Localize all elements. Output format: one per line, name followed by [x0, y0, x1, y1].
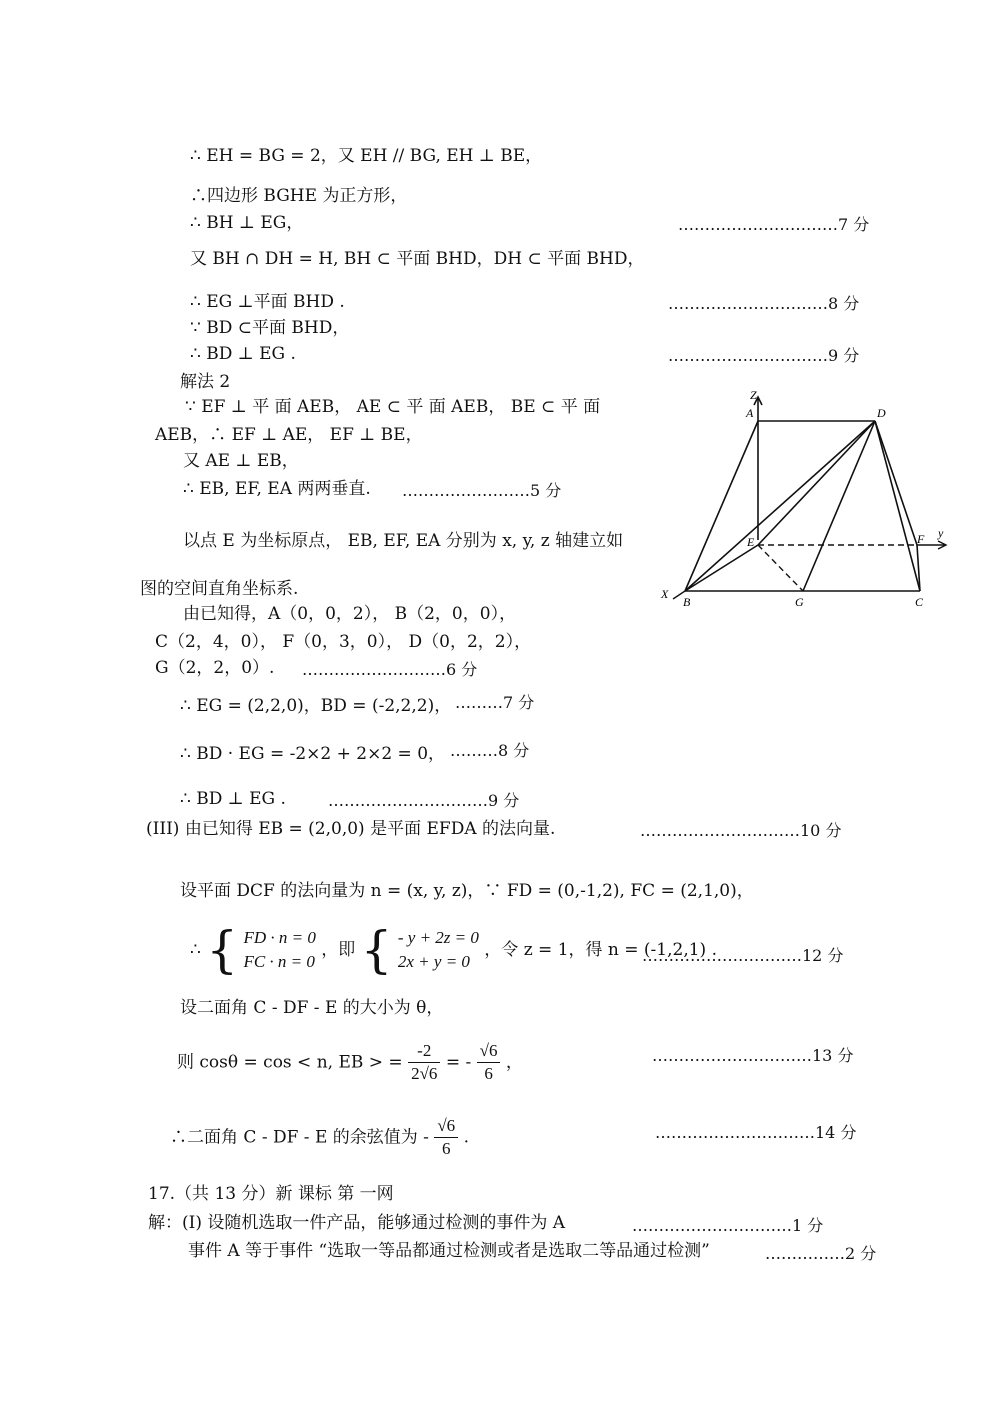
score-9-a: …………………………9 分: [668, 346, 860, 365]
frac-den-3: 6: [441, 1139, 451, 1158]
score-13: …………………………13 分: [652, 1046, 854, 1065]
fraction-neg2-2root6: [408, 1040, 440, 1085]
line-dihedral-angle: 设二面角 C - DF - E 的大小为 θ，: [180, 998, 444, 1018]
label-y: y: [938, 526, 944, 540]
line-mutually-perp: ∴ EB, EF, EA 两两垂直.: [183, 479, 371, 499]
left-brace-1: {: [206, 921, 239, 979]
edge-dg: [803, 421, 875, 591]
equals-neg: = -: [445, 1052, 472, 1073]
score-7-b: ………7 分: [455, 693, 535, 712]
score-1: …………………………1 分: [632, 1216, 824, 1235]
line-known-points-2: C（2，4，0）， F（0，3，0）， D（0，2，2），: [155, 632, 532, 652]
ie-text: ，即: [321, 940, 356, 960]
eq-fc-n: FC · n = 0: [243, 952, 315, 971]
line-square: ∴四边形 BGHE 为正方形，: [190, 186, 408, 206]
line-ef-perp: ∵ EF ⊥ 平 面 AEB， AE ⊂ 平 面 AEB， BE ⊂ 平 面: [185, 397, 601, 417]
line-ae-perp-eb: 又 AE ⊥ EB，: [183, 451, 299, 471]
label-x: X: [661, 587, 669, 601]
label-d: D: [877, 406, 886, 420]
left-brace-2: {: [360, 921, 393, 979]
line-aeb: AEB，∴ EF ⊥ AE， EF ⊥ BE，: [155, 425, 423, 445]
line-vectors: ∴ EG = (2,2,0)，BD = (-2,2,2)，: [180, 696, 452, 716]
fraction-root6-6: [477, 1040, 501, 1085]
edge-dc: [875, 421, 920, 591]
frac-num-1: -2: [408, 1040, 440, 1063]
line-eh-bg: ∴ EH = BG = 2，又 EH // BG, EH ⊥ BE，: [190, 146, 543, 166]
edge-df: [875, 421, 917, 545]
edge-db: [685, 421, 875, 591]
score-9-b: …………………………9 分: [328, 791, 520, 810]
line-bd-perp-eg-2: ∴ BD ⊥ EG .: [180, 789, 286, 809]
comma: ，: [505, 1052, 523, 1073]
edge-ab: [685, 421, 758, 591]
line-known-points-1: 由已知得，A（0，0，2）， B（2，0，0），: [183, 604, 517, 624]
score-8-a: …………………………8 分: [668, 294, 860, 313]
line-bh-perp-eg: ∴ BH ⊥ EG，: [190, 213, 304, 233]
score-12: …………………………12 分: [642, 946, 844, 965]
geometry-figure: [655, 385, 955, 615]
score-10: …………………………10 分: [640, 821, 842, 840]
line-solution-i: 解：(Ⅰ) 设随机选取一件产品，能够通过检测的事件为 A: [148, 1213, 566, 1233]
score-8-b: ………8 分: [450, 741, 530, 760]
frac-den-1: 2√6: [411, 1064, 438, 1083]
cos-expr: 则 cosθ = cos < n, EB > =: [177, 1052, 403, 1073]
line-cos-theta: [177, 1040, 523, 1090]
label-f: F: [917, 532, 925, 546]
edge-eg-dashed: [758, 545, 803, 591]
frac-den-2: 6: [484, 1064, 493, 1083]
line-bd-perp-eg: ∴ BD ⊥ EG .: [190, 344, 296, 364]
score-14: …………………………14 分: [655, 1123, 857, 1142]
edge-de: [758, 421, 875, 545]
label-z: Z: [750, 388, 757, 402]
frac-num-2: √6: [477, 1040, 501, 1063]
fraction-root6-6-b: [434, 1115, 458, 1160]
line-event-a: 事件 A 等于事件 “选取一等品都通过检测或者是选取二等品通过检测”: [188, 1241, 710, 1261]
edge-eb: [685, 545, 758, 591]
line-coord-origin: 以点 E 为坐标原点， EB, EF, EA 分别为 x, y, z 轴建立如: [183, 531, 624, 551]
label-e: E: [747, 535, 755, 549]
eq-1: - y + 2z = 0: [397, 928, 479, 947]
frac-num-3: √6: [434, 1115, 458, 1138]
label-b: B: [683, 595, 691, 609]
line-normal-vector: 设平面 DCF 的法向量为 n = (x, y, z)，∵ FD = (0,-1,2), FC = (2,1,0)，: [180, 881, 754, 901]
line-known-points-3: G（2，2，0）.: [155, 658, 275, 678]
line-eg-perp-plane: ∴ EG ⊥平面 BHD .: [190, 292, 345, 312]
line-dot-product: ∴ BD · EG = -2×2 + 2×2 = 0，: [180, 744, 446, 764]
method-2-heading: 解法 2: [180, 372, 231, 392]
therefore-sign: ∴: [190, 940, 201, 960]
line-part-iii: (III) 由已知得 EB = (2,0,0) 是平面 EFDA 的法向量.: [146, 819, 556, 839]
score-6: ………………………6 分: [302, 660, 478, 679]
line-equation-system: [190, 921, 718, 987]
label-c: C: [915, 595, 924, 609]
line-bh-dh: 又 BH ∩ DH = H, BH ⊂ 平面 BHD，DH ⊂ 平面 BHD，: [190, 249, 645, 269]
cos-value-text: ∴二面角 C - DF - E 的余弦值为 -: [170, 1127, 429, 1148]
period: .: [463, 1127, 469, 1148]
solution-text: ，令 z = 1，得 n = (-1,2,1) .: [484, 940, 718, 960]
eq-fd-n: FD · n = 0: [243, 928, 316, 947]
line-cos-value: [170, 1115, 469, 1165]
label-a: A: [746, 406, 754, 420]
label-g: G: [795, 595, 804, 609]
eq-2: 2x + y = 0: [397, 952, 470, 971]
problem-17-heading: 17.（共 13 分）新 课标 第 一网: [148, 1184, 394, 1204]
score-5: ……………………5 分: [402, 481, 562, 500]
score-2: ……………2 分: [765, 1244, 877, 1263]
system-2: [398, 926, 479, 974]
system-1: [243, 926, 315, 974]
score-7-a: …………………………7 分: [678, 215, 870, 234]
line-bd-in-plane: ∵ BD ⊂平面 BHD，: [190, 318, 350, 338]
line-coord-system: 图的空间直角坐标系.: [140, 579, 299, 599]
